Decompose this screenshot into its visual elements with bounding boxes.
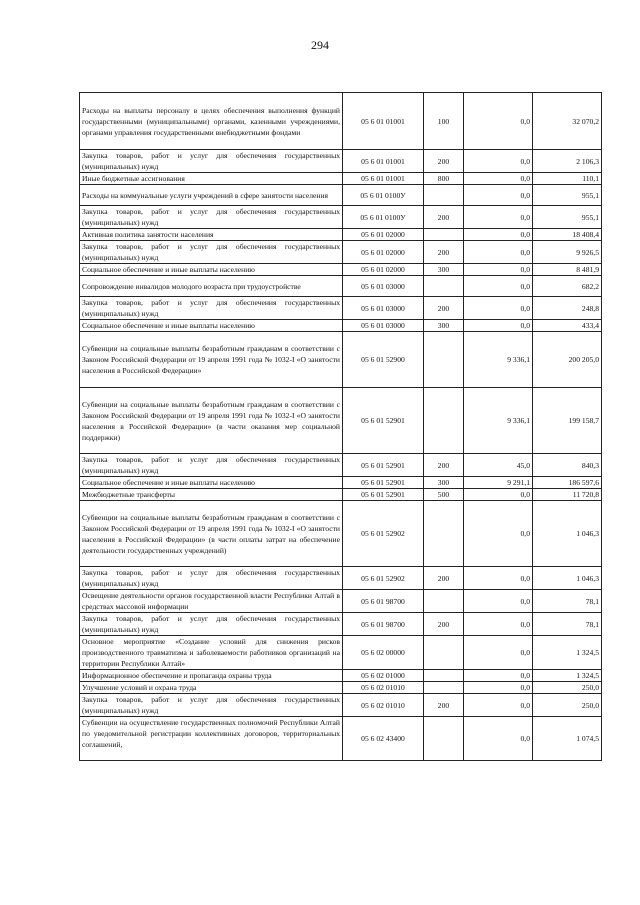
row-amount1-cell: 0,0 xyxy=(464,150,533,173)
table-row xyxy=(80,489,602,501)
row-code-cell: 05 6 01 03000 xyxy=(343,297,424,320)
table-row xyxy=(80,670,602,682)
row-amount1-cell: 0,0 xyxy=(464,489,533,501)
row-name-cell: Сопровождение инвалидов молодого возраста при трудоустройстве xyxy=(80,276,343,297)
row-kind-cell: 300 xyxy=(424,477,464,489)
row-code-cell: 05 6 02 01010 xyxy=(343,694,424,717)
row-amount1-cell: 0,0 xyxy=(464,682,533,694)
row-amount1-cell: 0,0 xyxy=(464,276,533,297)
row-kind-cell xyxy=(424,670,464,682)
row-name-cell: Субвенции на социальные выплаты безработным гражданам в соответствии с Законом Российской Федерации от 19 апреля 1991 года № 1032-I «О занятости населения в Российской Федерации» (в части оказания мер социальной поддержки) xyxy=(80,388,343,454)
row-code-cell: 05 6 01 0100У xyxy=(343,185,424,206)
row-amount1-cell: 0,0 xyxy=(464,264,533,276)
row-kind-cell: 200 xyxy=(424,694,464,717)
table-row xyxy=(80,297,602,320)
row-code-cell: 05 6 01 98700 xyxy=(343,590,424,613)
row-name-cell: Межбюджетные трансферты xyxy=(80,489,343,501)
row-amount2-cell: 2 106,3 xyxy=(533,150,602,173)
row-name-cell: Закупка товаров, работ и услуг для обеспечения государственных (муниципальных) нужд xyxy=(80,454,343,477)
row-name-cell: Расходы на выплаты персоналу в целях обеспечения выполнения функций государственными (муниципальными) органами, казенными учреждениями, органами управления государственными внебюджетными фондами xyxy=(80,93,343,150)
row-code-cell: 05 6 01 03000 xyxy=(343,276,424,297)
row-name-cell: Закупка товаров, работ и услуг для обеспечения государственных (муниципальных) нужд xyxy=(80,567,343,590)
row-kind-cell xyxy=(424,682,464,694)
row-amount2-cell: 186 597,6 xyxy=(533,477,602,489)
row-amount1-cell: 0,0 xyxy=(464,670,533,682)
row-name-cell: Информационное обеспечение и пропаганда охраны труда xyxy=(80,670,343,682)
row-code-cell: 05 6 01 01001 xyxy=(343,173,424,185)
table-row xyxy=(80,185,602,206)
row-amount2-cell: 433,4 xyxy=(533,320,602,332)
row-code-cell: 05 6 02 01000 xyxy=(343,670,424,682)
row-amount2-cell: 110,1 xyxy=(533,173,602,185)
row-name-cell: Субвенции на социальные выплаты безработным гражданам в соответствии с Законом Российской Федерации от 19 апреля 1991 года № 1032-I «О занятости населения в Российской Федерации» (в части оплаты затрат на обеспечение деятельности государственных учреждений) xyxy=(80,501,343,567)
row-amount2-cell: 32 070,2 xyxy=(533,93,602,150)
row-amount1-cell: 0,0 xyxy=(464,694,533,717)
row-amount2-cell: 200 205,0 xyxy=(533,332,602,388)
row-amount2-cell: 78,1 xyxy=(533,613,602,636)
row-name-cell: Основное мероприятие «Создание условий для снижения рисков производственного травматизма и заболеваемости работников организаций на территории Республики Алтай» xyxy=(80,636,343,670)
row-amount2-cell: 9 926,5 xyxy=(533,241,602,264)
row-kind-cell: 200 xyxy=(424,241,464,264)
row-code-cell: 05 6 01 52902 xyxy=(343,501,424,567)
row-amount2-cell: 18 408,4 xyxy=(533,229,602,241)
row-amount2-cell: 1 324,5 xyxy=(533,670,602,682)
row-amount2-cell: 248,8 xyxy=(533,297,602,320)
row-code-cell: 05 6 01 52901 xyxy=(343,489,424,501)
row-amount2-cell: 250,0 xyxy=(533,682,602,694)
table-row xyxy=(80,717,602,761)
row-name-cell: Закупка товаров, работ и услуг для обеспечения государственных (муниципальных) нужд xyxy=(80,150,343,173)
row-amount2-cell: 199 158,7 xyxy=(533,388,602,454)
row-name-cell: Социальное обеспечение и иные выплаты населению xyxy=(80,264,343,276)
row-amount2-cell: 8 481,9 xyxy=(533,264,602,276)
row-amount2-cell: 11 720,8 xyxy=(533,489,602,501)
table-row xyxy=(80,276,602,297)
row-name-cell: Субвенции на социальные выплаты безработным гражданам в соответствии с Законом Российской Федерации от 19 апреля 1991 года № 1032-I «О занятости населения в Российской Федерации» xyxy=(80,332,343,388)
table-row xyxy=(80,241,602,264)
table-row xyxy=(80,229,602,241)
row-amount2-cell: 78,1 xyxy=(533,590,602,613)
row-amount1-cell: 0,0 xyxy=(464,567,533,590)
row-amount1-cell: 0,0 xyxy=(464,229,533,241)
row-kind-cell: 200 xyxy=(424,567,464,590)
row-amount2-cell: 250,0 xyxy=(533,694,602,717)
row-name-cell: Иные бюджетные ассигнования xyxy=(80,173,343,185)
row-amount2-cell: 955,1 xyxy=(533,185,602,206)
row-amount1-cell: 9 336,1 xyxy=(464,388,533,454)
row-code-cell: 05 6 02 43400 xyxy=(343,717,424,761)
table-row xyxy=(80,206,602,229)
row-amount2-cell: 1 074,5 xyxy=(533,717,602,761)
row-amount2-cell: 955,1 xyxy=(533,206,602,229)
row-name-cell: Улучшение условий и охрана труда xyxy=(80,682,343,694)
row-amount1-cell: 0,0 xyxy=(464,636,533,670)
table-row xyxy=(80,636,602,670)
row-amount1-cell: 0,0 xyxy=(464,717,533,761)
table-row xyxy=(80,388,602,454)
row-amount1-cell: 0,0 xyxy=(464,613,533,636)
row-amount2-cell: 1 046,3 xyxy=(533,567,602,590)
row-amount1-cell: 0,0 xyxy=(464,501,533,567)
row-code-cell: 05 6 01 02000 xyxy=(343,229,424,241)
row-code-cell: 05 6 01 01001 xyxy=(343,93,424,150)
table-row xyxy=(80,454,602,477)
row-kind-cell: 200 xyxy=(424,454,464,477)
table-row xyxy=(80,320,602,332)
row-code-cell: 05 6 01 01001 xyxy=(343,150,424,173)
row-amount1-cell: 0,0 xyxy=(464,241,533,264)
row-name-cell: Социальное обеспечение и иные выплаты населению xyxy=(80,477,343,489)
row-name-cell: Активная политика занятости населения xyxy=(80,229,343,241)
row-code-cell: 05 6 02 01010 xyxy=(343,682,424,694)
table-row xyxy=(80,477,602,489)
budget-table-body xyxy=(80,93,602,761)
table-row xyxy=(80,501,602,567)
table-row xyxy=(80,332,602,388)
row-amount1-cell: 0,0 xyxy=(464,93,533,150)
row-code-cell: 05 6 01 52901 xyxy=(343,388,424,454)
row-amount1-cell: 9 336,1 xyxy=(464,332,533,388)
row-name-cell: Освещение деятельности органов государственной власти Республики Алтай в средствах массовой информации xyxy=(80,590,343,613)
table-row xyxy=(80,694,602,717)
table-row xyxy=(80,93,602,150)
row-kind-cell xyxy=(424,388,464,454)
row-code-cell: 05 6 01 52901 xyxy=(343,454,424,477)
row-kind-cell: 100 xyxy=(424,93,464,150)
row-name-cell: Закупка товаров, работ и услуг для обеспечения государственных (муниципальных) нужд xyxy=(80,241,343,264)
row-code-cell: 05 6 01 02000 xyxy=(343,241,424,264)
row-code-cell: 05 6 01 52900 xyxy=(343,332,424,388)
row-kind-cell: 300 xyxy=(424,264,464,276)
row-kind-cell: 500 xyxy=(424,489,464,501)
row-code-cell: 05 6 01 98700 xyxy=(343,613,424,636)
row-amount2-cell: 840,3 xyxy=(533,454,602,477)
row-amount1-cell: 0,0 xyxy=(464,173,533,185)
row-amount2-cell: 1 046,3 xyxy=(533,501,602,567)
table-row xyxy=(80,264,602,276)
page-number: 294 xyxy=(311,38,329,52)
row-amount1-cell: 0,0 xyxy=(464,590,533,613)
row-amount1-cell: 45,0 xyxy=(464,454,533,477)
row-name-cell: Закупка товаров, работ и услуг для обеспечения государственных (муниципальных) нужд xyxy=(80,206,343,229)
row-kind-cell: 200 xyxy=(424,150,464,173)
row-code-cell: 05 6 02 00000 xyxy=(343,636,424,670)
row-name-cell: Закупка товаров, работ и услуг для обеспечения государственных (муниципальных) нужд xyxy=(80,297,343,320)
row-kind-cell: 200 xyxy=(424,613,464,636)
row-kind-cell: 200 xyxy=(424,206,464,229)
row-name-cell: Закупка товаров, работ и услуг для обеспечения государственных (муниципальных) нужд xyxy=(80,694,343,717)
row-kind-cell xyxy=(424,276,464,297)
row-code-cell: 05 6 01 52902 xyxy=(343,567,424,590)
row-name-cell: Закупка товаров, работ и услуг для обеспечения государственных (муниципальных) нужд xyxy=(80,613,343,636)
row-kind-cell xyxy=(424,501,464,567)
row-amount1-cell: 0,0 xyxy=(464,206,533,229)
row-code-cell: 05 6 01 02000 xyxy=(343,264,424,276)
row-amount2-cell: 1 324,5 xyxy=(533,636,602,670)
row-amount2-cell: 682,2 xyxy=(533,276,602,297)
row-kind-cell: 300 xyxy=(424,320,464,332)
row-kind-cell xyxy=(424,717,464,761)
row-kind-cell xyxy=(424,636,464,670)
row-code-cell: 05 6 01 03000 xyxy=(343,320,424,332)
row-code-cell: 05 6 01 52901 xyxy=(343,477,424,489)
row-name-cell: Расходы на коммунальные услуги учреждений в сфере занятости населения xyxy=(80,185,343,206)
row-name-cell: Субвенции на осуществление государственных полномочий Республики Алтай по уведомительной регистрации коллективных договоров, территориальных соглашений, xyxy=(80,717,343,761)
row-kind-cell: 800 xyxy=(424,173,464,185)
row-kind-cell xyxy=(424,229,464,241)
table-row xyxy=(80,150,602,173)
budget-table xyxy=(79,92,602,761)
table-row xyxy=(80,590,602,613)
row-kind-cell xyxy=(424,185,464,206)
table-row xyxy=(80,613,602,636)
row-amount1-cell: 0,0 xyxy=(464,320,533,332)
table-row xyxy=(80,173,602,185)
table-row xyxy=(80,682,602,694)
row-code-cell: 05 6 01 0100У xyxy=(343,206,424,229)
row-name-cell: Социальное обеспечение и иные выплаты населению xyxy=(80,320,343,332)
table-row xyxy=(80,567,602,590)
row-kind-cell xyxy=(424,590,464,613)
row-kind-cell: 200 xyxy=(424,297,464,320)
row-amount1-cell: 9 291,1 xyxy=(464,477,533,489)
row-amount1-cell: 0,0 xyxy=(464,185,533,206)
row-kind-cell xyxy=(424,332,464,388)
row-amount1-cell: 0,0 xyxy=(464,297,533,320)
